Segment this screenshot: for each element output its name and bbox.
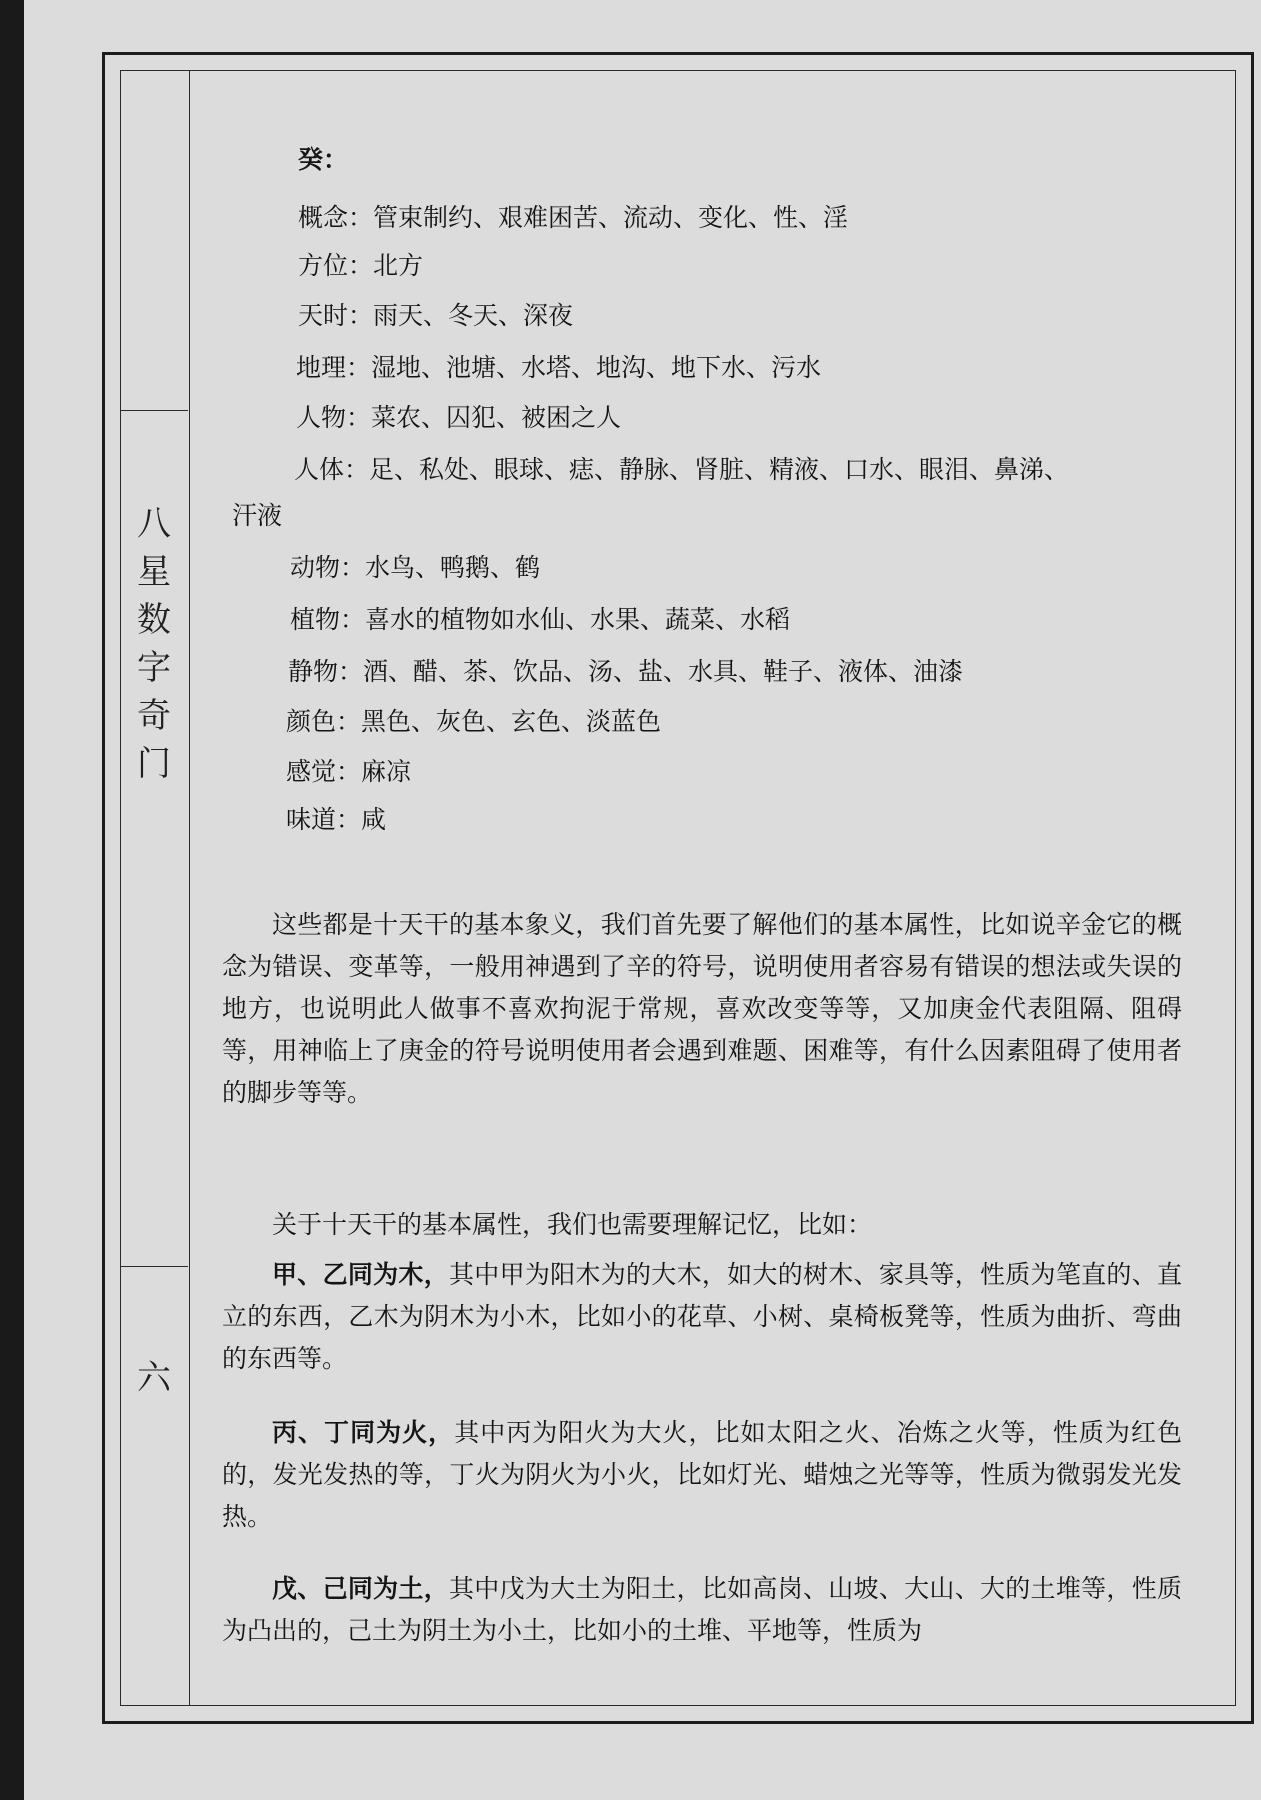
- attr-value: 水鸟、鸭鹅、鹤: [365, 553, 541, 582]
- attr-label: 方位：: [298, 251, 374, 280]
- page: [24, 0, 1261, 1800]
- paragraph: 关于十天干的基本属性，我们也需要理解记忆，比如：: [272, 1210, 873, 1239]
- property-paragraph: [222, 1568, 1182, 1652]
- attr-label: 静物：: [288, 657, 364, 686]
- attr-label: 味道：: [286, 805, 362, 834]
- attr-value: 北方: [373, 251, 424, 280]
- book-title-char: 字: [137, 648, 171, 688]
- property-text: 其中戊为大土为阳土，比如高岗、山坡、大山、大的土堆等，性质为凸出的，己土为阴土为小土，比如小的土堆、平地等，性质为: [222, 1574, 1182, 1645]
- property-paragraph: [222, 1412, 1182, 1538]
- attr-row: [286, 702, 661, 738]
- attr-label: 概念：: [298, 203, 374, 232]
- attr-label: 人体：: [294, 455, 370, 484]
- book-title-char: 奇: [137, 696, 171, 736]
- attr-value: 管束制约、艰难困苦、流动、变化、性、淫: [373, 203, 849, 232]
- attr-row: [296, 398, 621, 434]
- attr-value: 湿地、池塘、水塔、地沟、地下水、污水: [371, 353, 822, 382]
- paragraph: 这些都是十天干的基本象义，我们首先要了解他们的基本属性，比如说辛金它的概念为错误、变革等，一般用神遇到了辛的符号，说明使用者容易有错误的想法或失误的地方，也说明此人做事不喜欢拘泥于常规，喜欢改变等等，又加庚金代表阻隔、阻碍等，用神临上了庚金的符号说明使用者会遇到难题、困难等，有什么因素阻碍了使用者的脚步等等。: [222, 910, 1182, 1107]
- attr-label: 植物：: [290, 605, 366, 634]
- book-title-char: 八: [137, 504, 171, 544]
- attr-label: 颜色：: [286, 707, 362, 736]
- attr-row: [288, 652, 963, 688]
- attr-value: 雨天、冬天、深夜: [373, 301, 574, 330]
- property-paragraph: [222, 1254, 1182, 1380]
- attr-continuation: 汗液: [232, 501, 283, 530]
- attr-value: 菜农、囚犯、被困之人: [371, 403, 622, 432]
- attr-value: 喜水的植物如水仙、水果、蔬菜、水稻: [365, 605, 791, 634]
- attr-row: [294, 450, 1069, 486]
- attr-label: 天时：: [298, 301, 374, 330]
- attr-value: 咸: [361, 805, 387, 834]
- property-lead: 戊、己同为土，: [272, 1574, 449, 1603]
- attr-row: [296, 348, 821, 384]
- content: [24, 0, 1261, 1800]
- page-number: 六: [137, 1358, 171, 1398]
- attr-row: [290, 600, 790, 636]
- attr-row: [286, 752, 411, 788]
- attr-value: 黑色、灰色、玄色、淡蓝色: [361, 707, 662, 736]
- attr-row: [286, 800, 386, 836]
- attr-row: [298, 296, 573, 332]
- section-heading: 癸：: [298, 145, 349, 174]
- attr-row: [298, 246, 423, 282]
- attr-label: 感觉：: [286, 757, 362, 786]
- attr-label: 动物：: [290, 553, 366, 582]
- attr-row: [298, 198, 848, 234]
- attr-value: 酒、醋、茶、饮品、汤、盐、水具、鞋子、液体、油漆: [363, 657, 964, 686]
- property-lead: 甲、乙同为木，: [272, 1260, 449, 1289]
- book-title-char: 星: [137, 552, 171, 592]
- property-text: 其中甲为阳木为的大木，如大的树木、家具等，性质为笔直的、直立的东西，乙木为阴木为小木，比如小的花草、小树、桌椅板凳等，性质为曲折、弯曲的东西等。: [222, 1260, 1182, 1373]
- attr-label: 人物：: [296, 403, 372, 432]
- attr-row: [290, 548, 540, 584]
- book-title-char: 门: [137, 744, 171, 784]
- attr-label: 地理：: [296, 353, 372, 382]
- book-title-char: 数: [137, 600, 171, 640]
- property-lead: 丙、丁同为火，: [272, 1418, 455, 1447]
- property-text: 其中丙为阳火为大火，比如太阳之火、冶炼之火等，性质为红色的，发光发热的等，丁火为阴火为小火，比如灯光、蜡烛之光等等，性质为微弱发光发热。: [222, 1418, 1182, 1531]
- attr-value: 足、私处、眼球、痣、静脉、肾脏、精液、口水、眼泪、鼻涕、: [369, 455, 1070, 484]
- attr-value: 麻凉: [361, 757, 412, 786]
